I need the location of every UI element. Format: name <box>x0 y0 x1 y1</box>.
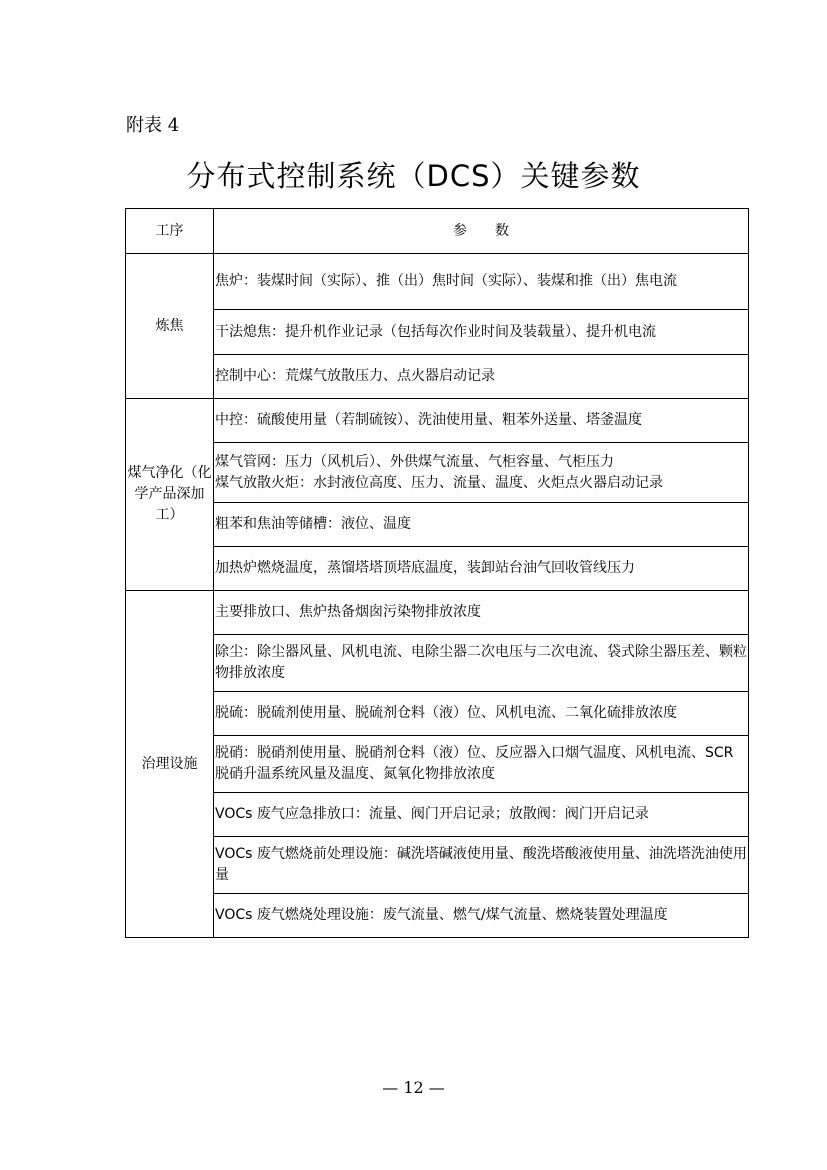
table-row <box>126 443 749 503</box>
table-row <box>126 547 749 591</box>
appendix-label: 附表 4 <box>126 115 180 136</box>
param-cell: 除尘：除尘器风量、风机电流、电除尘器二次电压与二次电流、袋式除尘器压差、颗粒物排放浓度 <box>214 635 749 692</box>
param-cell: 焦炉：装煤时间（实际）、推（出）焦时间（实际）、装煤和推（出）焦电流 <box>214 254 749 310</box>
process-coking: 炼焦 <box>126 254 214 399</box>
page-number: — 12 — <box>382 1078 445 1097</box>
param-cell: 主要排放口、焦炉热备烟囱污染物排放浓度 <box>214 591 749 635</box>
table-row <box>126 310 749 355</box>
param-cell: VOCs 废气燃烧前处理设施：碱洗塔碱液使用量、酸洗塔酸液使用量、油洗塔洗油使用量 <box>214 837 749 894</box>
process-treatment-facilities: 治理设施 <box>126 591 214 938</box>
param-cell-double <box>214 443 749 503</box>
table-row <box>126 692 749 736</box>
header-process: 工序 <box>126 209 214 254</box>
process-gas-purification: 煤气净化（化学产品深加工） <box>126 399 214 591</box>
param-cell: VOCs 废气燃烧处理设施：废气流量、燃气/煤气流量、燃烧装置处理温度 <box>214 894 749 938</box>
param-cell: 粗苯和焦油等储槽：液位、温度 <box>214 503 749 547</box>
param-cell: 加热炉燃烧温度，蒸馏塔塔顶塔底温度，装卸站台油气回收管线压力 <box>214 547 749 591</box>
document-title: 分布式控制系统（DCS）关键参数 <box>186 159 641 193</box>
param-cell: 中控：硫酸使用量（若制硫铵）、洗油使用量、粗苯外送量、塔釜温度 <box>214 399 749 443</box>
table-row <box>126 894 749 938</box>
table-row <box>126 736 749 793</box>
table-row <box>126 355 749 399</box>
table-row <box>126 837 749 894</box>
table-row <box>126 503 749 547</box>
param-line: 煤气管网：压力（风机后）、外供煤气流量、气柜容量、气柜压力 <box>215 453 614 470</box>
param-cell: 脱硫：脱硫剂使用量、脱硫剂仓料（液）位、风机电流、二氧化硫排放浓度 <box>214 692 749 736</box>
table-row <box>126 635 749 692</box>
param-cell: 控制中心：荒煤气放散压力、点火器启动记录 <box>214 355 749 399</box>
dcs-parameters-table <box>125 208 749 938</box>
table-row <box>126 254 749 310</box>
param-cell: 脱硝：脱硝剂使用量、脱硝剂仓料（液）位、反应器入口烟气温度、风机电流、SCR 脱硝升温系统风量及温度、氮氧化物排放浓度 <box>214 736 749 793</box>
header-params: 参 数 <box>214 209 749 254</box>
table-header-row <box>126 209 749 254</box>
table-row <box>126 793 749 837</box>
table-row <box>126 399 749 443</box>
param-cell: 干法熄焦：提升机作业记录（包括每次作业时间及装载量）、提升机电流 <box>214 310 749 355</box>
table-row <box>126 591 749 635</box>
param-line: 煤气放散火炬：水封液位高度、压力、流量、温度、火炬点火器启动记录 <box>215 474 663 491</box>
param-cell: VOCs 废气应急排放口：流量、阀门开启记录；放散阀：阀门开启记录 <box>214 793 749 837</box>
